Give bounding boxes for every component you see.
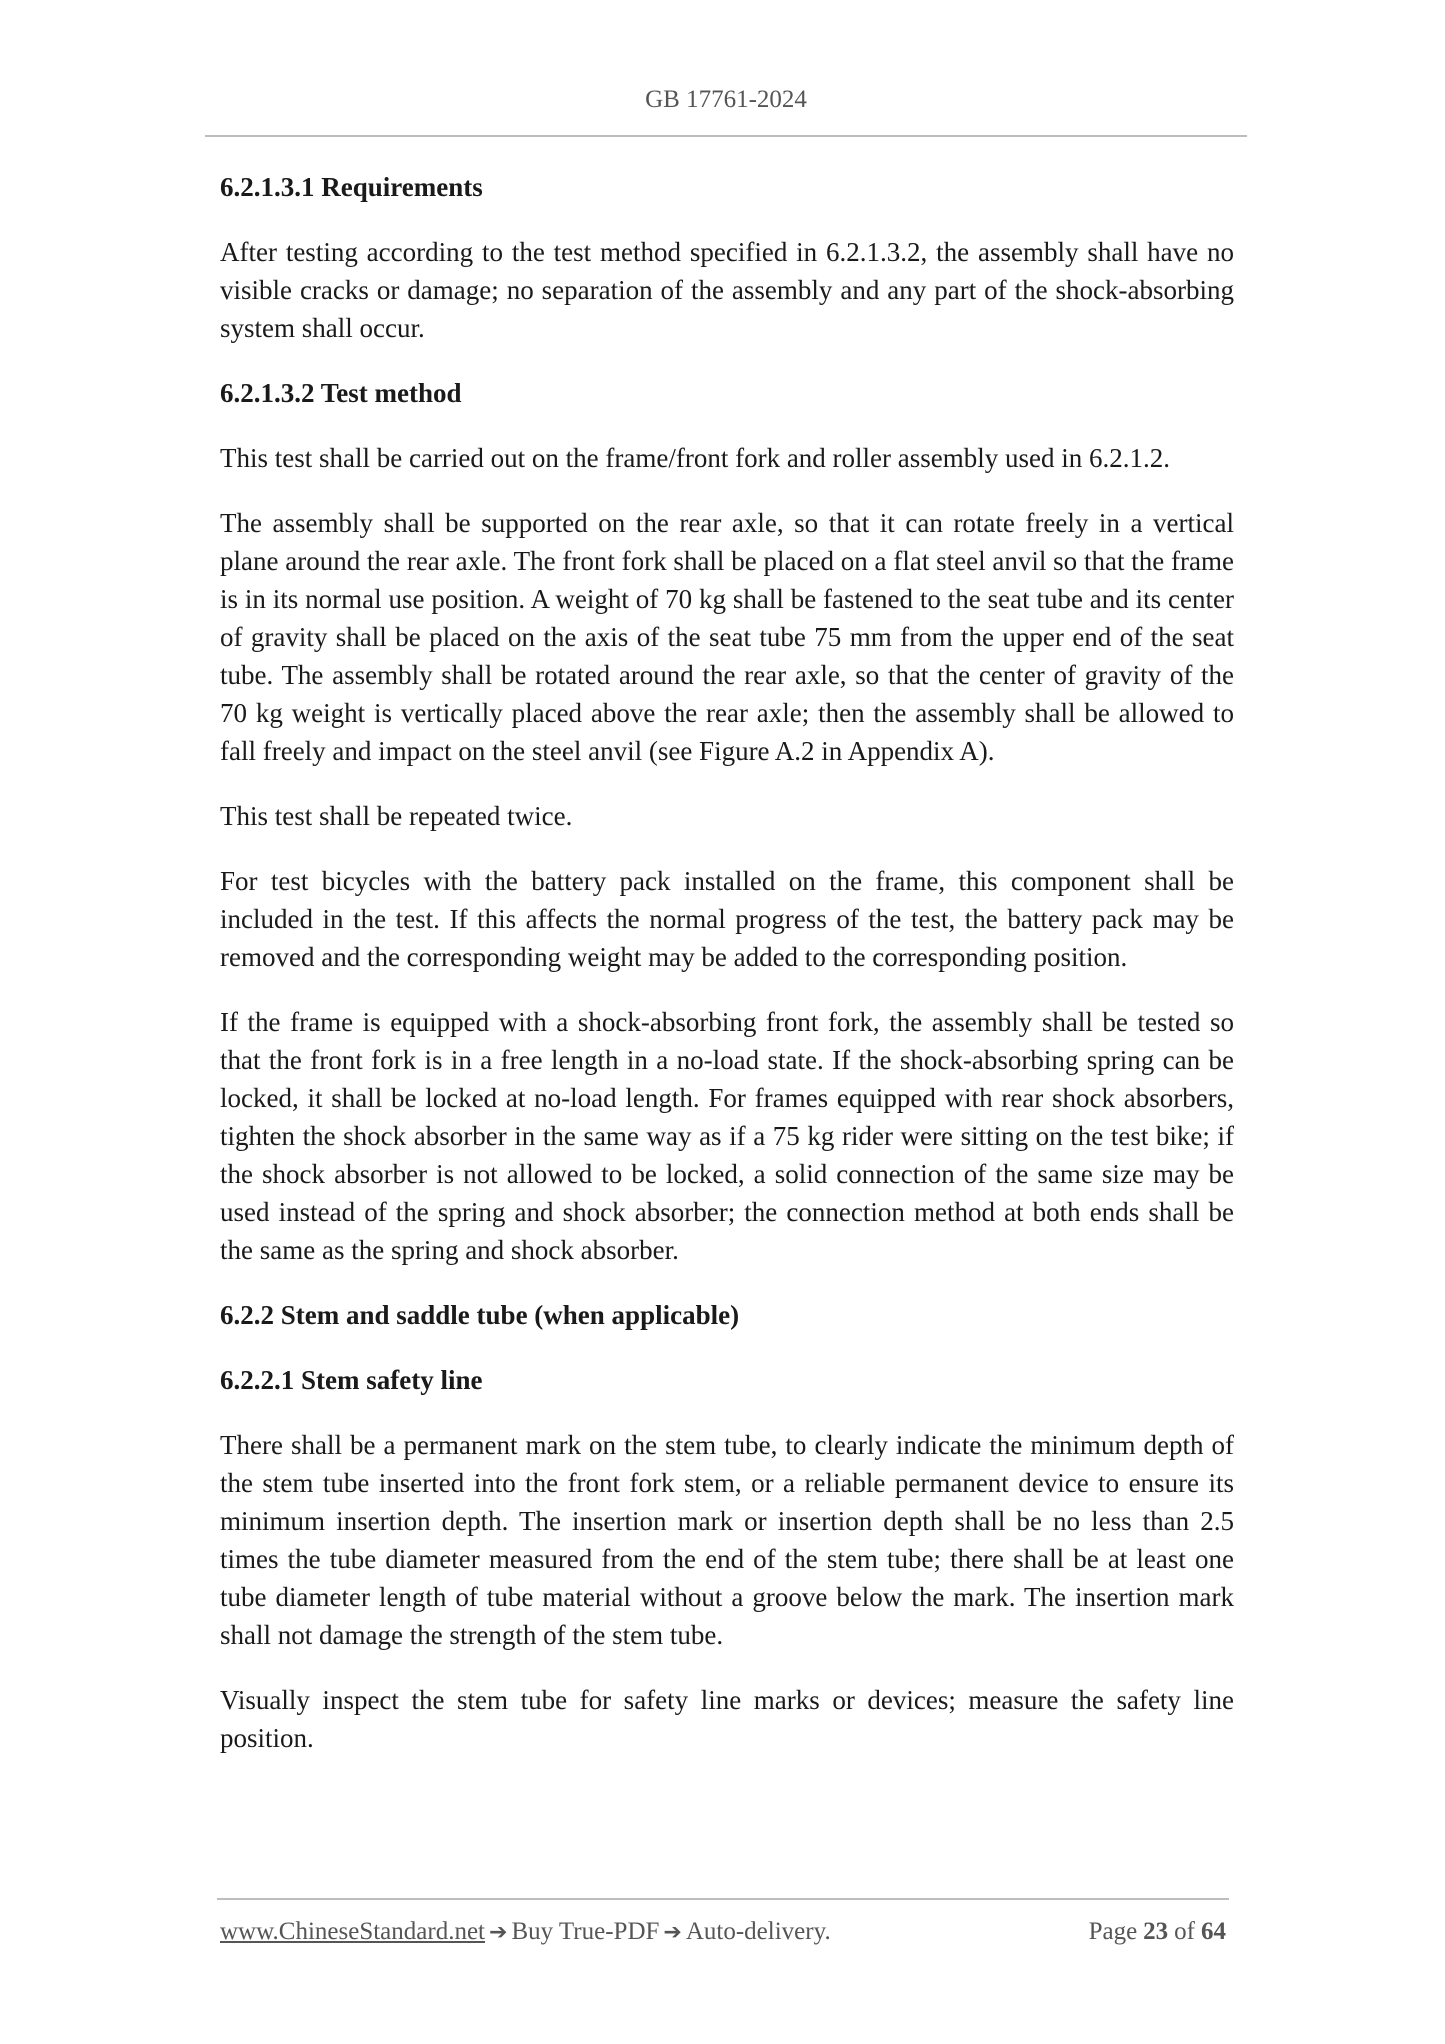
arrow-right-icon: ➔ <box>663 1920 682 1945</box>
paragraph: This test shall be repeated twice. <box>220 801 573 831</box>
auto-delivery-label: Auto-delivery. <box>685 1918 831 1945</box>
section-heading: 6.2.1.3.2 Test method <box>220 378 462 408</box>
section-heading: 6.2.1.3.1 Requirements <box>220 172 483 202</box>
site-link[interactable]: www.ChineseStandard.net <box>220 1918 485 1945</box>
document-id-header: GB 17761-2024 <box>645 86 807 113</box>
section-heading: 6.2.2 Stem and saddle tube (when applicable) <box>220 1300 740 1330</box>
paragraph: Visually inspect the stem tube for safety line marks or devices; measure the safety line position. <box>220 1685 1234 1753</box>
paragraph: The assembly shall be supported on the rear axle, so that it can rotate freely in a vertical plane around the rear axle. The front fork shall be placed on a flat steel anvil so that the frame is in its normal use position. A weight of 70 kg shall be fastened to the seat tube and its center of gravity shall be placed on the axis of the seat tube 75 mm from the upper end of the seat tube. The assembly shall be rotated around the rear axle, so that the center of gravity of the 70 kg weight is vertically placed above the rear axle; then the assembly shall be allowed to fall freely and impact on the steel anvil (see Figure A.2 in Appendix A). <box>220 508 1234 766</box>
header-divider <box>205 135 1247 137</box>
paragraph: For test bicycles with the battery pack installed on the frame, this component shall be included in the test. If this affects the normal progress of the test, the battery pack may be removed and the corresponding weight may be added to the corresponding position. <box>220 866 1234 972</box>
buy-true-pdf-label: Buy True-PDF <box>511 1918 660 1945</box>
paragraph: There shall be a permanent mark on the stem tube, to clearly indicate the minimum depth of the stem tube inserted into the front fork stem, or a reliable permanent device to ensure its minimum insertion depth. The insertion mark or insertion depth shall be no less than 2.5 times the tube diameter measured from the end of the stem tube; there shall be at least one tube diameter length of tube material without a groove below the mark. The insertion mark shall not damage the strength of the stem tube. <box>220 1430 1234 1650</box>
paragraph: If the frame is equipped with a shock-absorbing front fork, the assembly shall be tested so that the front fork is in a free length in a no-load state. If the shock-absorbing spring can be locked, it shall be locked at no-load length. For frames equipped with rear shock absorbers, tighten the shock absorber in the same way as if a 75 kg rider were sitting on the test bike; if the shock absorber is not allowed to be locked, a solid connection of the same size may be used instead of the spring and shock absorber; the connection method at both ends shall be the same as the spring and shock absorber. <box>220 1007 1234 1265</box>
arrow-right-icon: ➔ <box>489 1920 508 1945</box>
total-pages: 64 <box>1201 1918 1226 1945</box>
paragraph: After testing according to the test method specified in 6.2.1.3.2, the assembly shall have no visible cracks or damage; no separation of the assembly and any part of the shock-absorbing system shall occur. <box>220 237 1234 343</box>
document-body <box>220 168 1234 1784</box>
footer-promo <box>220 1918 831 1946</box>
footer-divider <box>217 1898 1229 1900</box>
of-word: of <box>1174 1918 1195 1945</box>
section-heading: 6.2.2.1 Stem safety line <box>220 1365 483 1395</box>
paragraph: This test shall be carried out on the frame/front fork and roller assembly used in 6.2.1.2. <box>220 443 1170 473</box>
page-number <box>1089 1918 1232 1946</box>
page-word: Page <box>1088 1918 1138 1945</box>
current-page: 23 <box>1143 1918 1169 1945</box>
